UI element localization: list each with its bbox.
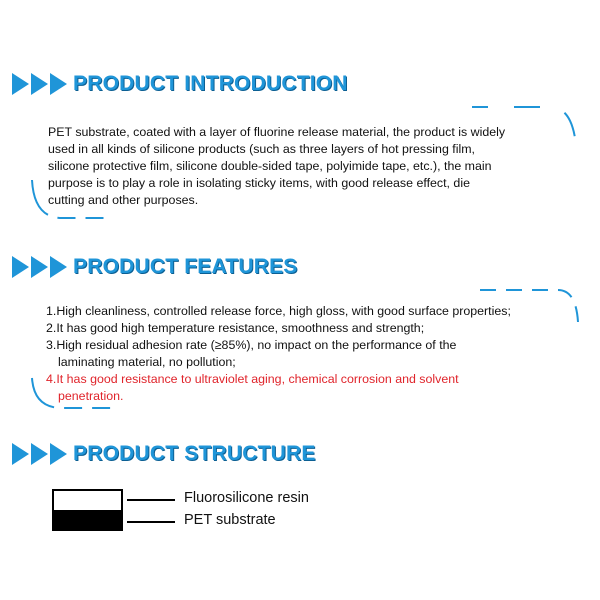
layer-label-fluorosilicone: Fluorosilicone resin <box>184 490 309 506</box>
triple-arrow-icon <box>12 256 69 278</box>
triple-arrow-icon <box>12 73 69 95</box>
intro-line: purpose is to play a role in isolating sticky items, with good release effect, die <box>48 176 470 190</box>
intro-line: PET substrate, coated with a layer of fluorine release material, the product is widely <box>48 125 506 139</box>
layer-label-pet: PET substrate <box>184 512 276 528</box>
fluorosilicone-layer <box>52 489 123 510</box>
intro-line: used in all kinds of silicone products (such as three layers of hot pressing film, <box>48 142 475 156</box>
feature-item: 3.High residual adhesion rate (≥85%), no impact on the performance of the <box>46 338 457 352</box>
feature-item-continuation: laminating material, no pollution; <box>58 355 236 369</box>
pet-layer <box>52 510 123 531</box>
feature-item: 1.High cleanliness, controlled release force, high gloss, with good surface properties; <box>46 304 511 318</box>
feature-item-highlight: 4.It has good resistance to ultraviolet aging, chemical corrosion and solvent <box>46 372 459 386</box>
leader-line <box>127 499 175 501</box>
features-list <box>46 303 594 405</box>
feature-item: 2.It has good high temperature resistance, smoothness and strength; <box>46 321 425 335</box>
feature-item-highlight-continuation: penetration. <box>58 389 124 403</box>
intro-line: cutting and other purposes. <box>48 193 199 207</box>
heading-title: PRODUCT STRUCTURE <box>73 442 316 465</box>
triple-arrow-icon <box>12 443 69 465</box>
heading-title: PRODUCT INTRODUCTION <box>73 72 348 95</box>
section-heading-structure <box>12 442 316 466</box>
leader-line <box>127 521 175 523</box>
section-heading-features <box>12 255 297 279</box>
introduction-text <box>48 124 588 209</box>
heading-title: PRODUCT FEATURES <box>73 255 298 278</box>
intro-line: silicone protective film, silicone double-sided tape, polyimide tape, etc.), the main <box>48 159 492 173</box>
section-heading-introduction <box>12 72 348 96</box>
